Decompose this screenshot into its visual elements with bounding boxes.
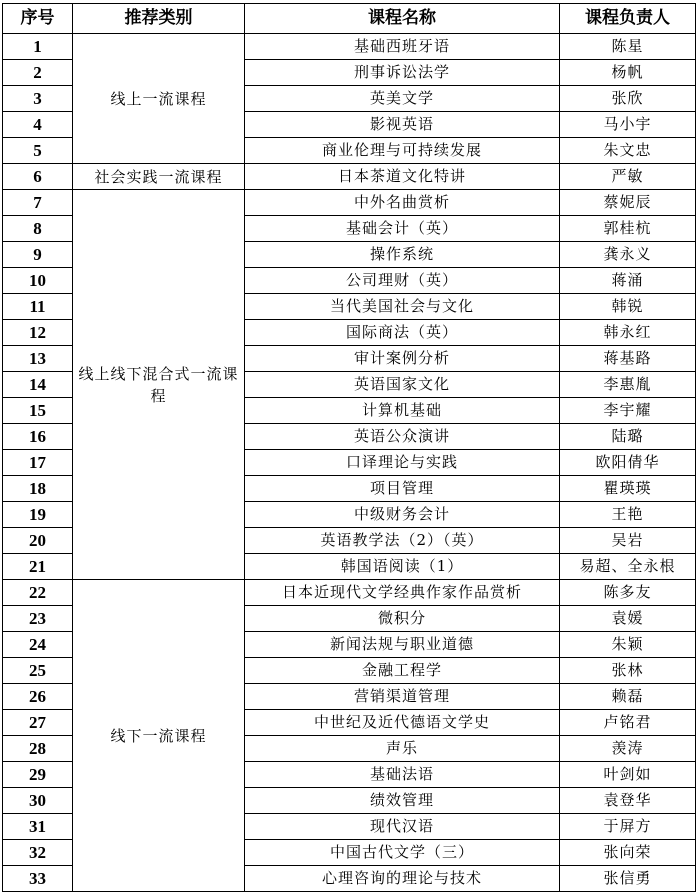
course-owner: 李宇耀 <box>560 398 696 424</box>
course-owner: 蔡妮辰 <box>560 190 696 216</box>
row-number: 9 <box>3 242 73 268</box>
row-number: 15 <box>3 398 73 424</box>
row-number: 21 <box>3 554 73 580</box>
row-number: 20 <box>3 528 73 554</box>
category-cell: 线下一流课程 <box>73 580 245 892</box>
course-name: 国际商法（英） <box>245 320 560 346</box>
row-number: 8 <box>3 216 73 242</box>
course-name: 微积分 <box>245 606 560 632</box>
course-owner: 王艳 <box>560 502 696 528</box>
course-name: 心理咨询的理论与技术 <box>245 866 560 892</box>
row-number: 16 <box>3 424 73 450</box>
course-owner: 杨帆 <box>560 60 696 86</box>
row-number: 12 <box>3 320 73 346</box>
table-row <box>3 164 696 190</box>
course-owner: 易超、全永根 <box>560 554 696 580</box>
row-number: 29 <box>3 762 73 788</box>
course-name: 日本近现代文学经典作家作品赏析 <box>245 580 560 606</box>
course-owner: 欧阳倩华 <box>560 450 696 476</box>
row-number: 7 <box>3 190 73 216</box>
course-owner: 张向荣 <box>560 840 696 866</box>
course-owner: 于屏方 <box>560 814 696 840</box>
category-cell: 线上线下混合式一流课程 <box>73 190 245 580</box>
course-name: 中世纪及近代德语文学史 <box>245 710 560 736</box>
course-name: 日本茶道文化特讲 <box>245 164 560 190</box>
course-name: 英语公众演讲 <box>245 424 560 450</box>
course-name: 商业伦理与可持续发展 <box>245 138 560 164</box>
course-name: 绩效管理 <box>245 788 560 814</box>
course-owner: 赖磊 <box>560 684 696 710</box>
course-owner: 吴岩 <box>560 528 696 554</box>
course-name: 基础西班牙语 <box>245 34 560 60</box>
row-number: 10 <box>3 268 73 294</box>
course-owner: 袁登华 <box>560 788 696 814</box>
course-owner: 龚永义 <box>560 242 696 268</box>
row-number: 25 <box>3 658 73 684</box>
course-owner: 韩锐 <box>560 294 696 320</box>
course-name: 公司理财（英） <box>245 268 560 294</box>
course-name: 英美文学 <box>245 86 560 112</box>
course-owner: 郭桂杭 <box>560 216 696 242</box>
course-name: 中国古代文学（三） <box>245 840 560 866</box>
course-name: 英语教学法（2）（英） <box>245 528 560 554</box>
course-owner: 叶剑如 <box>560 762 696 788</box>
course-owner: 蒋涌 <box>560 268 696 294</box>
course-name: 刑事诉讼法学 <box>245 60 560 86</box>
course-name: 项目管理 <box>245 476 560 502</box>
row-number: 11 <box>3 294 73 320</box>
table-row <box>3 34 696 60</box>
course-name: 审计案例分析 <box>245 346 560 372</box>
course-owner: 韩永红 <box>560 320 696 346</box>
course-name: 中外名曲赏析 <box>245 190 560 216</box>
row-number: 23 <box>3 606 73 632</box>
row-number: 2 <box>3 60 73 86</box>
row-number: 13 <box>3 346 73 372</box>
table-row <box>3 580 696 606</box>
course-owner: 瞿瑛瑛 <box>560 476 696 502</box>
row-number: 14 <box>3 372 73 398</box>
row-number: 5 <box>3 138 73 164</box>
course-owner: 朱颖 <box>560 632 696 658</box>
course-owner: 张欣 <box>560 86 696 112</box>
course-owner: 张林 <box>560 658 696 684</box>
row-number: 27 <box>3 710 73 736</box>
category-cell: 线上一流课程 <box>73 34 245 164</box>
row-number: 28 <box>3 736 73 762</box>
course-name: 新闻法规与职业道德 <box>245 632 560 658</box>
row-number: 26 <box>3 684 73 710</box>
course-owner: 马小宇 <box>560 112 696 138</box>
row-number: 1 <box>3 34 73 60</box>
header-course: 课程名称 <box>245 4 560 34</box>
row-number: 22 <box>3 580 73 606</box>
course-name: 中级财务会计 <box>245 502 560 528</box>
course-name: 金融工程学 <box>245 658 560 684</box>
course-owner: 卢铭君 <box>560 710 696 736</box>
course-name: 韩国语阅读（1） <box>245 554 560 580</box>
row-number: 33 <box>3 866 73 892</box>
course-name: 英语国家文化 <box>245 372 560 398</box>
category-cell: 社会实践一流课程 <box>73 164 245 190</box>
row-number: 18 <box>3 476 73 502</box>
table-row <box>3 190 696 216</box>
course-owner: 袁媛 <box>560 606 696 632</box>
course-name: 口译理论与实践 <box>245 450 560 476</box>
row-number: 3 <box>3 86 73 112</box>
course-table <box>2 3 696 892</box>
row-number: 6 <box>3 164 73 190</box>
course-name: 基础会计（英） <box>245 216 560 242</box>
course-name: 当代美国社会与文化 <box>245 294 560 320</box>
course-name: 现代汉语 <box>245 814 560 840</box>
course-owner: 张信勇 <box>560 866 696 892</box>
course-name: 操作系统 <box>245 242 560 268</box>
table-body <box>3 34 696 892</box>
header-row <box>3 4 696 34</box>
row-number: 24 <box>3 632 73 658</box>
row-number: 32 <box>3 840 73 866</box>
row-number: 19 <box>3 502 73 528</box>
course-name: 基础法语 <box>245 762 560 788</box>
row-number: 30 <box>3 788 73 814</box>
course-name: 营销渠道管理 <box>245 684 560 710</box>
course-name: 影视英语 <box>245 112 560 138</box>
course-owner: 陆璐 <box>560 424 696 450</box>
header-no: 序号 <box>3 4 73 34</box>
row-number: 17 <box>3 450 73 476</box>
row-number: 31 <box>3 814 73 840</box>
course-owner: 朱文忠 <box>560 138 696 164</box>
course-name: 计算机基础 <box>245 398 560 424</box>
course-owner: 严敏 <box>560 164 696 190</box>
header-category: 推荐类别 <box>73 4 245 34</box>
course-name: 声乐 <box>245 736 560 762</box>
header-owner: 课程负责人 <box>560 4 696 34</box>
course-owner: 羡涛 <box>560 736 696 762</box>
course-owner: 陈多友 <box>560 580 696 606</box>
course-owner: 李惠胤 <box>560 372 696 398</box>
row-number: 4 <box>3 112 73 138</box>
course-owner: 蒋基路 <box>560 346 696 372</box>
course-owner: 陈星 <box>560 34 696 60</box>
